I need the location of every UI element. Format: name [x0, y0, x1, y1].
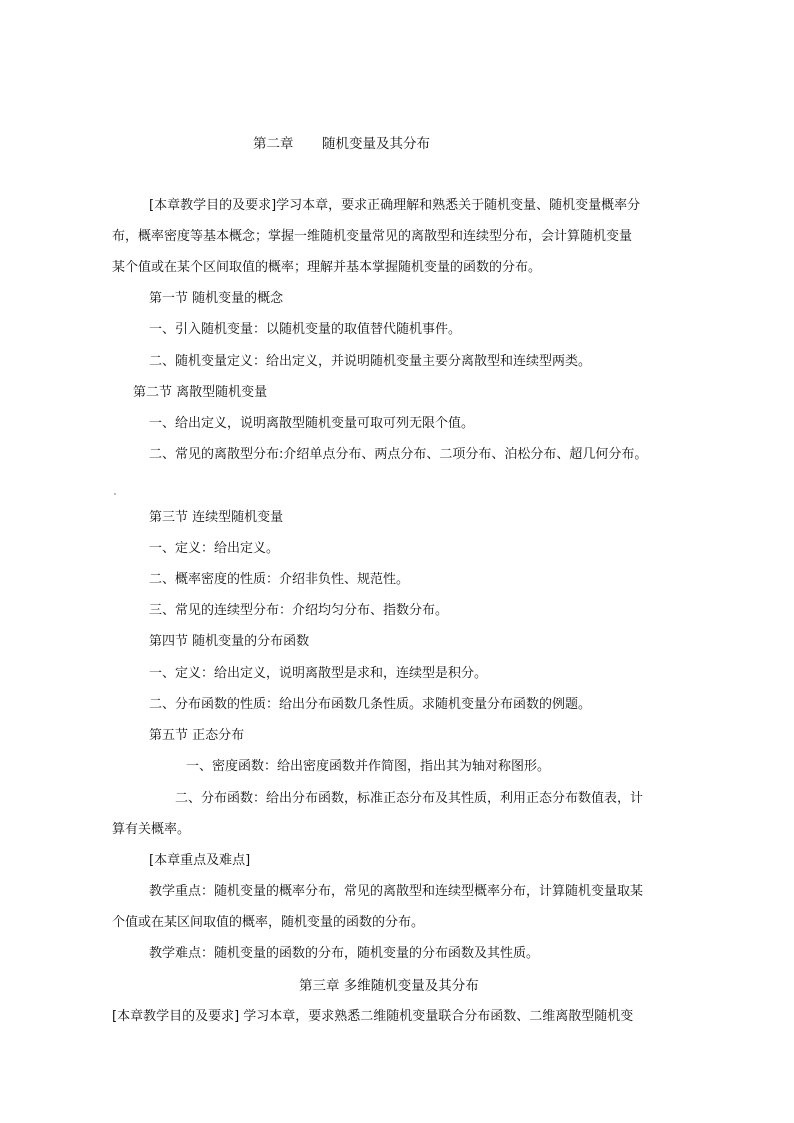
chapter-2-number: 第二章: [253, 136, 294, 152]
section-1-item-1: 一、引入随机变量：以随机变量的取值替代随机事件。: [149, 322, 462, 337]
chapter-2-intro-line-2: 布，概率密度等基本概念；掌握一维随机变量常见的离散型和连续型分布，会计算随机变量: [112, 229, 633, 244]
section-4-item-2: 二、分布函数的性质：给出分布函数几条性质。求随机变量分布函数的例题。: [149, 697, 592, 712]
section-3-item-2: 二、概率密度的性质：介绍非负性、规范性。: [149, 572, 410, 587]
section-3-item-3: 三、常见的连续型分布：介绍均匀分布、指数分布。: [149, 603, 449, 618]
section-2-item-2: 二、常见的离散型分布:介绍单点分布、两点分布、二项分布、泊松分布、超几何分布。: [149, 447, 648, 462]
section-4-heading: 第四节 随机变量的分布函数: [149, 634, 310, 649]
chapter-2-title: 随机变量及其分布: [322, 136, 430, 152]
difficulty-line: 教学难点：随机变量的函数的分布，随机变量的分布函数及其性质。: [149, 946, 540, 961]
section-2-item-1: 一、给出定义，说明离散型随机变量可取可列无限个值。: [149, 416, 475, 431]
key-points-heading: [本章重点及难点]: [149, 853, 251, 868]
section-1-item-2: 二、随机变量定义：给出定义，并说明随机变量主要分离散型和连续型两类。: [149, 354, 592, 369]
chapter-3-intro-line-1: [本章教学目的及要求] 学习本章，要求熟悉二维随机变量联合分布函数、二维离散型随机变: [112, 1009, 634, 1024]
section-5-heading: 第五节 正态分布: [149, 728, 245, 743]
section-3-item-1: 一、定义：给出定义。: [149, 541, 280, 556]
key-points-line-2: 个值或在某区间取值的概率，随机变量的函数的分布。: [112, 915, 425, 930]
section-2-heading: 第二节 离散型随机变量: [133, 385, 268, 400]
section-5-item-2: 二、分布函数：给出分布函数，标准正态分布及其性质，利用正态分布数值表，计: [175, 791, 644, 806]
section-5-item-1: 一、密度函数：给出密度函数并作简图，指出其为轴对称图形。: [186, 759, 551, 774]
section-3-heading: 第三节 连续型随机变量: [149, 510, 284, 525]
stray-mark: [114, 493, 116, 495]
chapter-2-intro-line-3: 某个值或在某个区间取值的概率；理解并基本掌握随机变量的函数的分布。: [112, 260, 542, 275]
section-1-heading: 第一节 随机变量的概念: [149, 291, 284, 306]
section-4-item-1: 一、定义：给出定义，说明离散型是求和，连续型是积分。: [149, 666, 488, 681]
chapter-2-intro-line-1: [本章教学目的及要求]学习本章，要求正确理解和熟悉关于随机变量、随机变量概率分: [149, 198, 641, 213]
chapter-3-title: 第三章 多维随机变量及其分布: [299, 978, 479, 994]
section-5-item-2-cont: 算有关概率。: [112, 822, 191, 837]
key-points-line-1: 教学重点：随机变量的概率分布，常见的离散型和连续型概率分布，计算随机变量取某: [149, 884, 644, 899]
